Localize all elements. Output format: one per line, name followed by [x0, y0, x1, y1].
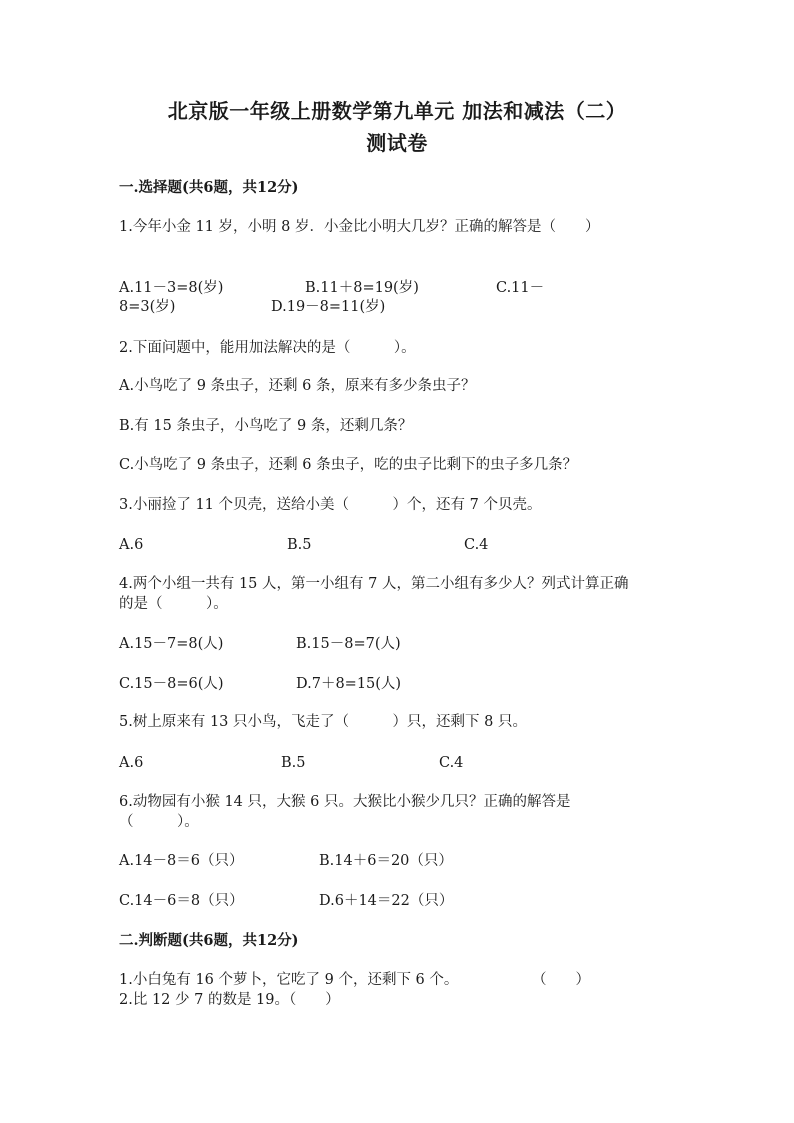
question-6-stem-line1: 6.动物园有小猴 14 只，大猴 6 只。大猴比小猴少几只？正确的解答是 — [119, 794, 571, 810]
question-3-stem: 3.小丽捡了 11 个贝壳，送给小美（ ）个，还有 7 个贝壳。 — [119, 497, 542, 513]
question-2-option-a: A.小鸟吃了 9 条虫子，还剩 6 条，原来有多少条虫子？ — [119, 378, 476, 394]
question-3-option-a: A.6 — [119, 537, 144, 553]
question-2-stem: 2.下面问题中，能用加法解决的是（ ）。 — [119, 340, 416, 356]
page-title-line1: 北京版一年级上册数学第九单元 加法和减法（二） — [167, 99, 627, 123]
question-2-option-c: C.小鸟吃了 9 条虫子，还剩 6 条虫子，吃的虫子比剩下的虫子多几条？ — [119, 457, 578, 473]
question-1-stem: 1.今年小金 11 岁，小明 8 岁．小金比小明大几岁？正确的解答是（ ） — [119, 219, 600, 235]
question-6-option-d: D.6＋14＝22（只） — [319, 893, 454, 909]
question-6-stem-line2: （ ）。 — [119, 814, 199, 830]
question-4-option-a: A.15－7=8(人) — [119, 636, 224, 652]
question-6-option-a: A.14－8＝6（只） — [119, 853, 244, 869]
question-6-option-b: B.14＋6＝20（只） — [319, 853, 453, 869]
question-2-option-b: B.有 15 条虫子，小鸟吃了 9 条，还剩几条？ — [119, 418, 413, 434]
question-1-option-c-part2: 8=3(岁) — [119, 299, 176, 315]
section-heading-judge: 二.判断题(共6题，共12分) — [119, 932, 299, 949]
question-4-option-c: C.15－8=6(人) — [119, 676, 224, 692]
question-4-stem-line1: 4.两个小组一共有 15 人，第一小组有 7 人，第二小组有多少人？列式计算正确 — [119, 576, 629, 592]
question-4-option-d: D.7＋8=15(人) — [296, 676, 402, 692]
question-1-option-d: D.19－8=11(岁) — [271, 299, 386, 315]
question-1-option-a: A.11－3=8(岁) — [119, 280, 224, 296]
question-3-option-c: C.4 — [464, 537, 489, 553]
judge-question-1: 1.小白兔有 16 个萝卜，它吃了 9 个，还剩下 6 个。 — [119, 972, 459, 988]
question-1-option-c-part1: C.11－ — [496, 280, 545, 296]
page-title-line2: 测试卷 — [366, 131, 428, 155]
question-5-option-a: A.6 — [119, 755, 144, 771]
question-5-option-b: B.5 — [281, 755, 306, 771]
question-1-option-b: B.11＋8=19(岁) — [305, 280, 419, 296]
section-heading-choice: 一.选择题(共6题，共12分) — [119, 179, 299, 196]
question-3-option-b: B.5 — [287, 537, 312, 553]
question-4-option-b: B.15－8=7(人) — [296, 636, 401, 652]
question-5-option-c: C.4 — [439, 755, 464, 771]
question-5-stem: 5.树上原来有 13 只小鸟，飞走了（ ）只，还剩下 8 只。 — [119, 714, 527, 730]
question-4-stem-line2: 的是（ ）。 — [119, 596, 228, 612]
judge-question-1-blank: （ ） — [532, 972, 590, 988]
judge-question-2: 2.比 12 少 7 的数是 19。（ ） — [119, 992, 340, 1008]
question-6-option-c: C.14－6＝8（只） — [119, 893, 244, 909]
